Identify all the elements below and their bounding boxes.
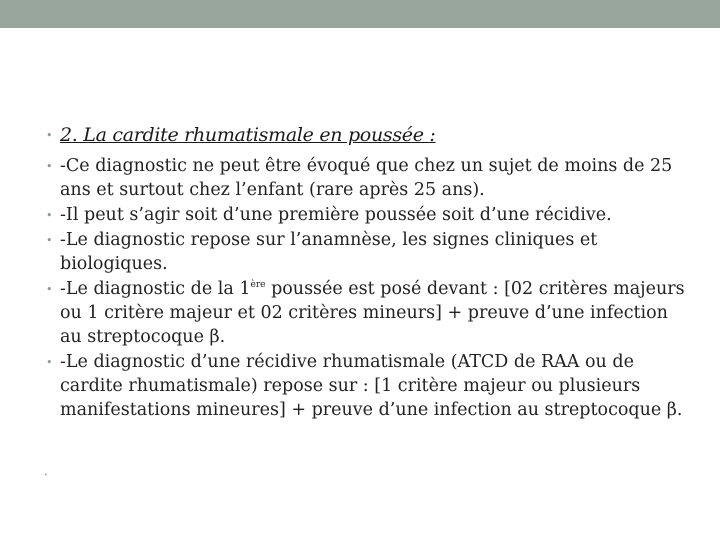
heading-text: 2. La cardite rhumatismale en poussée : bbox=[60, 124, 436, 146]
bullet-text: -Le diagnostic d’une récidive rhumatismale (ATCD de RAA ou de cardite rhumatismale) repose sur : [1 critère majeur ou plusieurs manifestations mineures] + preuve d’une infection au streptocoque β. bbox=[60, 352, 683, 420]
bullet-text: -Il peut s’agir soit d’une première poussée soit d’une récidive. bbox=[60, 205, 612, 225]
bullet-item bbox=[46, 228, 686, 276]
section-heading bbox=[46, 123, 686, 148]
bullet-icon: • bbox=[46, 283, 53, 296]
superscript-ere: ère bbox=[250, 280, 266, 291]
bullet-icon: • bbox=[46, 129, 53, 142]
bullet-item bbox=[46, 350, 686, 422]
bullet-icon: • bbox=[46, 209, 53, 222]
bullet-item bbox=[46, 154, 686, 202]
bullet-text: -Ce diagnostic ne peut être évoqué que chez un sujet de moins de 25 ans et surtout chez l’enfant (rare après 25 ans). bbox=[60, 156, 673, 200]
bullet-item bbox=[46, 277, 686, 349]
bullet-item bbox=[46, 203, 686, 227]
bullet-icon: • bbox=[46, 160, 53, 173]
empty-bullet-icon: • bbox=[44, 472, 48, 479]
bullet-text-before: -Le diagnostic de la 1 bbox=[60, 279, 251, 299]
bullet-text-after: poussée est posé devant : [02 critères majeurs ou 1 critère majeur et 02 critères mineurs] + preuve d’une infection au streptocoque β. bbox=[60, 279, 685, 347]
slide-content bbox=[46, 123, 686, 423]
top-accent-bar bbox=[0, 0, 720, 28]
bullet-icon: • bbox=[46, 356, 53, 369]
bullet-icon: • bbox=[46, 234, 53, 247]
bullet-text: -Le diagnostic repose sur l’anamnèse, les signes cliniques et biologiques. bbox=[60, 230, 598, 274]
